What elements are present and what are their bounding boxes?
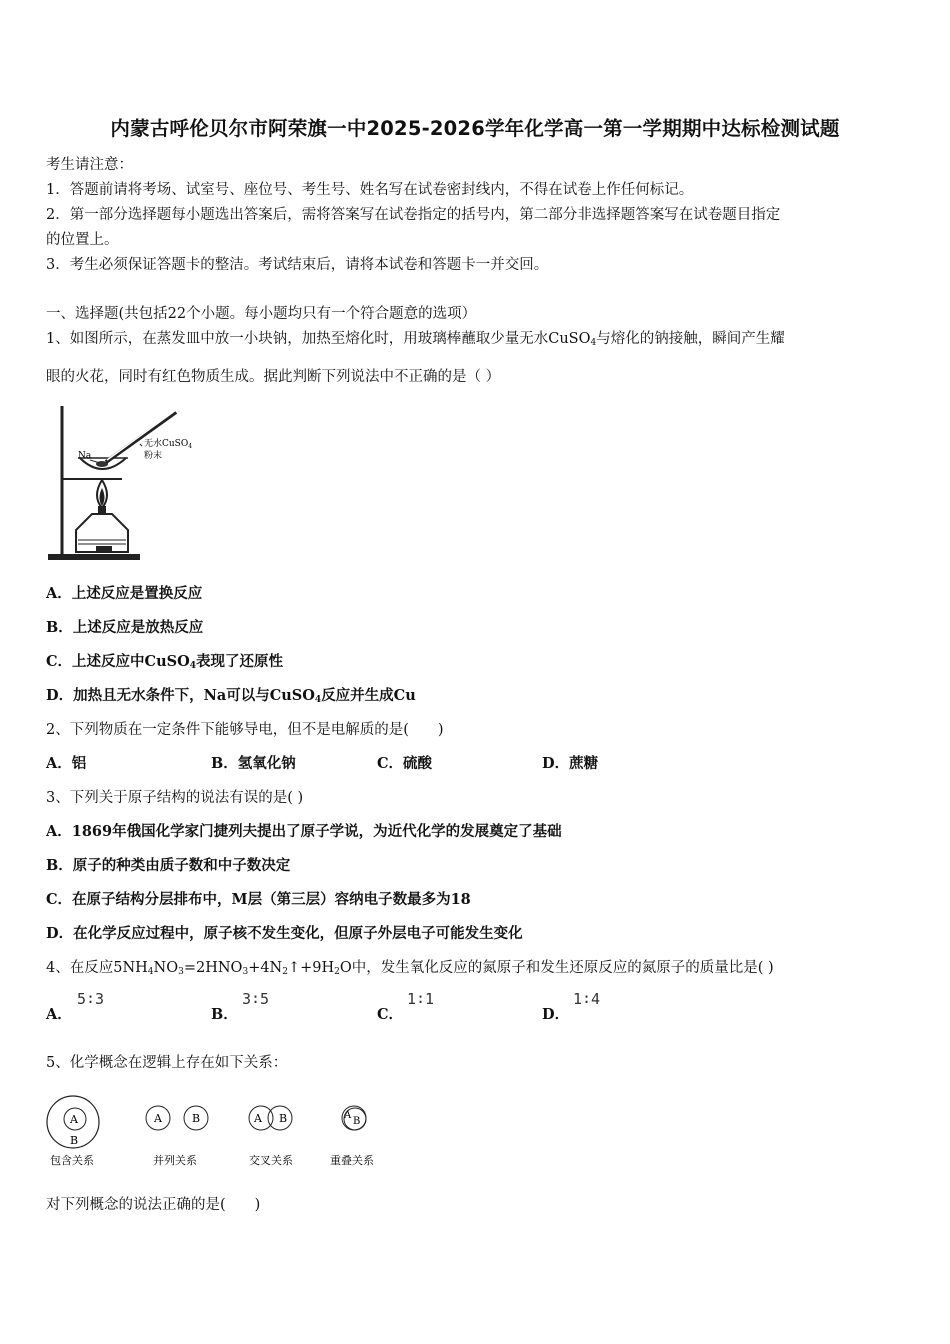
label-na: Na xyxy=(78,451,92,461)
svg-text:B: B xyxy=(353,1116,361,1127)
notice-item-3: 3．考生必须保证答题卡的整洁。考试结束后，请将本试卷和答题卡一并交回。 xyxy=(46,257,549,273)
svg-text:A: A xyxy=(70,1113,78,1126)
q1-stem-line1: 1、如图所示，在蒸发皿中放一小块钠，加热至熔化时，用玻璃棒蘸取少量无水CuSO$_4$与熔化的钠接触，瞬间产生耀 xyxy=(46,331,785,348)
lamp-wick-holder xyxy=(98,506,106,514)
svg-text:重叠关系: 重叠关系 xyxy=(330,1154,374,1167)
q4-option-a-letter: A． xyxy=(46,1006,72,1023)
q5-stem: 5、化学概念在逻辑上存在如下关系： xyxy=(46,1055,288,1071)
q3-option-a: A．1869年俄国化学家门捷列夫提出了原子学说，为近代化学的发展奠定了基础 xyxy=(46,823,562,840)
q4-option-c-letter: C． xyxy=(377,1006,404,1023)
q3-stem: 3、下列关于原子结构的说法有误的是( ) xyxy=(46,790,304,806)
notice-item-1: 1．答题前请将考场、试室号、座位号、考生号、姓名写在试卷密封线内，不得在试卷上作任何标记。 xyxy=(46,182,694,198)
svg-text:B: B xyxy=(70,1134,79,1147)
q3-option-c: C．在原子结构分层排布中，M层（第三层）容纳电子数最多为18 xyxy=(46,891,471,908)
q1-option-a: A．上述反应是置换反应 xyxy=(46,585,203,602)
q4-option-a-value: 5∶3 xyxy=(77,990,105,1008)
svg-text:A: A xyxy=(254,1112,262,1125)
q5-relation-diagram xyxy=(40,1090,400,1170)
q1-stem-line2: 眼的火花，同时有红色物质生成。据此判断下列说法中不正确的是（ ） xyxy=(46,369,501,385)
q2-option-d: D．蔗糖 xyxy=(542,755,599,772)
relation-intersection xyxy=(249,1106,293,1167)
svg-text:包含关系: 包含关系 xyxy=(50,1154,94,1167)
notice-item-2: 2．第一部分选择题每小题选出答案后，需将答案写在试卷指定的括号内，第二部分非选择题答案写在试卷题目指定 xyxy=(46,207,781,223)
section-heading: 一、选择题(共包括22个小题。每小题均只有一个符合题意的选项） xyxy=(46,306,477,322)
svg-text:B: B xyxy=(192,1112,201,1125)
q4-option-b-value: 3∶5 xyxy=(242,990,270,1008)
q2-option-c: C．硫酸 xyxy=(377,755,433,772)
label-powder: 粉末 xyxy=(144,451,163,461)
glass-rod xyxy=(106,412,176,462)
q2-option-b: B．氢氧化钠 xyxy=(211,755,296,772)
q1-option-d: D．加热且无水条件下，Na可以与CuSO$_4$反应并生成Cu xyxy=(46,687,416,705)
q2-option-a: A．铝 xyxy=(46,755,87,772)
svg-text:A: A xyxy=(154,1112,162,1125)
q4-option-b-letter: B． xyxy=(211,1006,238,1023)
q4-option-d-value: 1∶4 xyxy=(573,990,601,1008)
relation-overlap xyxy=(330,1106,374,1167)
label-cuso4: 无水CuSO$_4$ xyxy=(144,439,193,450)
q2-stem: 2、下列物质在一定条件下能够导电，但不是电解质的是( ) xyxy=(46,722,444,738)
q3-option-d: D．在化学反应过程中，原子核不发生变化，但原子外层电子可能发生变化 xyxy=(46,925,523,942)
svg-text:A: A xyxy=(344,1110,352,1121)
q5-follow-up: 对下列概念的说法正确的是( ) xyxy=(46,1197,261,1213)
q4-stem: 4、在反应$5NH_4NO_3=2HNO_3+4N_2↑+9H_2O$中，发生氧化反应的氮原子和发生还原反应的氮原子的质量比是( ) xyxy=(46,960,774,977)
q1-option-b: B．上述反应是放热反应 xyxy=(46,619,204,636)
relation-inclusion xyxy=(47,1096,99,1167)
exam-title: 内蒙古呼伦贝尔市阿荣旗一中2025-2026学年化学高一第一学期期中达标检测试题 xyxy=(110,117,840,140)
q1-apparatus-figure xyxy=(44,400,204,565)
q4-option-c-value: 1∶1 xyxy=(407,990,435,1008)
svg-text:B: B xyxy=(279,1112,288,1125)
svg-text:交叉关系: 交叉关系 xyxy=(249,1154,293,1167)
relation-parallel xyxy=(146,1106,208,1167)
notice-item-2-cont: 的位置上。 xyxy=(46,232,119,248)
stand-base xyxy=(48,554,140,560)
notice-heading: 考生请注意： xyxy=(46,157,133,173)
q1-option-c: C．上述反应中CuSO$_4$表现了还原性 xyxy=(46,653,283,671)
q4-option-d-letter: D． xyxy=(542,1006,570,1023)
svg-text:并列关系: 并列关系 xyxy=(153,1154,197,1167)
q3-option-b: B．原子的种类由质子数和中子数决定 xyxy=(46,857,291,874)
